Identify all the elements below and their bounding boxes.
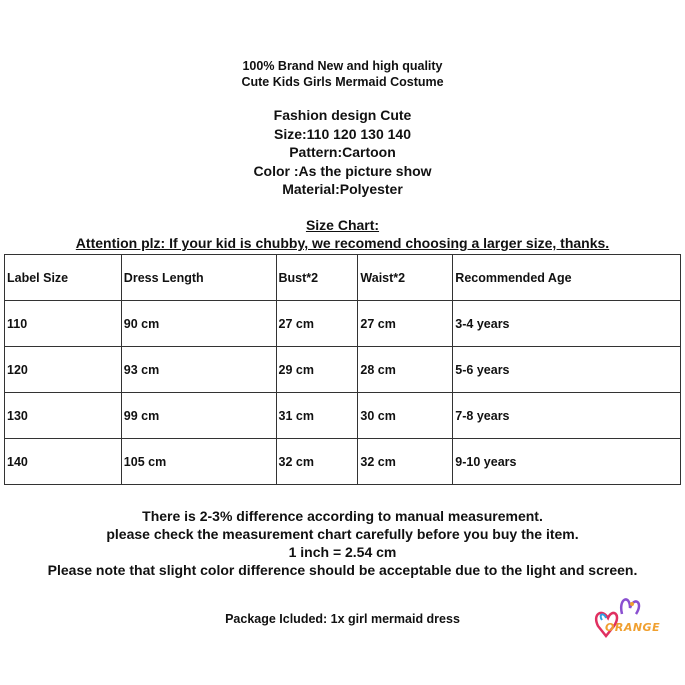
table-cell: 140 [5, 439, 122, 485]
table-header-row [5, 255, 681, 301]
spec-design: Fashion design Cute [273, 107, 412, 123]
table-cell: 7-8 years [453, 393, 681, 439]
attention-note: Attention plz: If your kid is chubby, we recomend choosing a larger size, thanks. [75, 235, 610, 251]
table-cell: 5-6 years [453, 347, 681, 393]
note-line: Please note that slight color difference should be acceptable due to the light and screen. [47, 562, 638, 578]
table-row [5, 301, 681, 347]
measurement-notes [0, 507, 685, 579]
column-header: Recommended Age [453, 255, 681, 301]
table-row [5, 393, 681, 439]
spec-material: Material:Polyester [282, 181, 403, 197]
product-specs [0, 106, 685, 199]
spec-color: Color :As the picture show [253, 162, 432, 179]
table-cell: 120 [5, 347, 122, 393]
column-header: Bust*2 [276, 255, 358, 301]
table-cell: 130 [5, 393, 122, 439]
table-cell: 9-10 years [453, 439, 681, 485]
table-row [5, 439, 681, 485]
table-row [5, 347, 681, 393]
table-cell: 27 cm [358, 301, 453, 347]
table-cell: 32 cm [276, 439, 358, 485]
table-cell: 27 cm [276, 301, 358, 347]
spec-size: Size:110 120 130 140 [273, 125, 411, 142]
brand-logo-text: ORANGE [605, 621, 661, 634]
column-header: Label Size [5, 255, 122, 301]
table-cell: 30 cm [358, 393, 453, 439]
size-chart-title: Size Chart: [305, 217, 380, 233]
table-cell: 90 cm [121, 301, 276, 347]
header-line-2: Cute Kids Girls Mermaid Costume [241, 75, 444, 89]
table-cell: 32 cm [358, 439, 453, 485]
table-cell: 3-4 years [453, 301, 681, 347]
package-included: Package Icluded: 1x girl mermaid dress [225, 612, 460, 626]
table-cell: 28 cm [358, 347, 453, 393]
size-chart-table [4, 254, 681, 485]
note-line: There is 2-3% difference according to manual measurement. [142, 508, 543, 524]
table-cell: 110 [5, 301, 122, 347]
table-cell: 31 cm [276, 393, 358, 439]
table-cell: 93 cm [121, 347, 276, 393]
column-header: Dress Length [121, 255, 276, 301]
product-header [0, 58, 685, 90]
column-header: Waist*2 [358, 255, 453, 301]
note-line: please check the measurement chart carefully before you buy the item. [106, 526, 579, 542]
brand-logo-icon [588, 592, 682, 642]
header-line-1: 100% Brand New and high quality [242, 59, 443, 73]
spec-pattern: Pattern:Cartoon [289, 144, 396, 160]
table-cell: 105 cm [121, 439, 276, 485]
table-cell: 29 cm [276, 347, 358, 393]
note-line: 1 inch = 2.54 cm [288, 544, 397, 560]
table-cell: 99 cm [121, 393, 276, 439]
